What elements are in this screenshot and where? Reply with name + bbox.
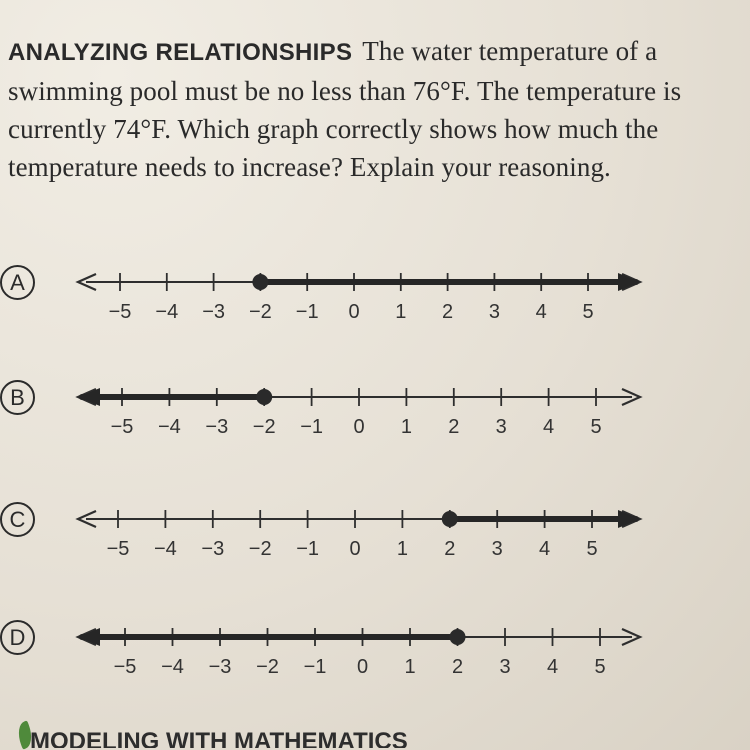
tick-label: 0 [353,416,365,438]
tick-label: 3 [488,301,500,323]
problem-heading: ANALYZING RELATIONSHIPS [8,39,353,66]
tick-label: −1 [300,416,324,438]
tick-label: −3 [201,538,225,560]
tick-label: 1 [395,301,407,323]
tick-label: 1 [404,656,416,678]
solution-arrowhead [78,388,100,406]
tick-label: −2 [248,301,272,323]
endpoint-dot [443,512,457,526]
tick-label: −5 [110,416,134,438]
problem-statement [8,32,728,186]
number-line-d [0,620,750,700]
tick-label: 5 [582,301,594,323]
tick-label: 2 [444,538,456,560]
tick-label: 0 [349,538,361,560]
number-line-b [0,380,750,460]
tick-label: −4 [161,656,184,678]
next-section-heading: MODELING WITH MATHEMATICS [30,728,408,748]
endpoint-dot [257,390,271,404]
option-d[interactable] [0,620,750,700]
tick-label: 2 [442,301,454,323]
option-label: A [0,265,35,300]
tick-label: −4 [157,416,181,438]
tick-label: −3 [208,656,232,678]
tick-label: −4 [155,301,179,323]
number-line-c [0,502,750,582]
option-c[interactable] [0,502,750,582]
tick-label: 1 [396,538,408,560]
solution-arrowhead [618,510,640,528]
solution-arrowhead [618,273,640,291]
tick-label: −1 [295,301,319,323]
tick-label: −3 [205,416,229,438]
tick-label: 4 [546,656,559,678]
tick-label: 2 [448,416,460,438]
tick-label: 2 [451,656,464,678]
tick-label: −3 [202,301,226,323]
tick-label: 5 [590,416,602,438]
endpoint-dot [253,275,267,289]
tick-label: 4 [543,416,555,438]
tick-label: 1 [400,416,412,438]
tick-label: 3 [491,538,503,560]
tick-label: −5 [106,538,130,560]
endpoint-dot [451,630,465,644]
tick-label: −2 [252,416,276,438]
tick-label: 4 [535,301,547,323]
option-b[interactable] [0,380,750,460]
tick-label: −4 [153,538,177,560]
solution-arrowhead [78,628,100,646]
tick-label: 3 [499,656,511,678]
tick-label: 4 [539,538,551,560]
tick-label: −5 [113,656,137,678]
option-a[interactable] [0,265,750,345]
option-label: C [0,502,35,537]
problem-text: The water temperature of a swimming pool must be no less than 76°F. The temperature is currently 74°F. Which graph correctly shows how much the temperature needs to increase? Explain your reasoning. [8,36,682,182]
tick-label: 5 [586,538,598,560]
tick-label: −1 [296,538,320,560]
tick-label: 0 [356,656,369,678]
option-label: D [0,620,35,655]
option-label: B [0,380,35,415]
tick-label: −1 [303,656,327,678]
number-line-a [0,265,750,345]
tick-label: 0 [348,301,360,323]
tick-label: −2 [248,538,272,560]
tick-label: −2 [256,656,279,678]
tick-label: 3 [495,416,507,438]
tick-label: 5 [594,656,606,678]
tick-label: −5 [108,301,132,323]
